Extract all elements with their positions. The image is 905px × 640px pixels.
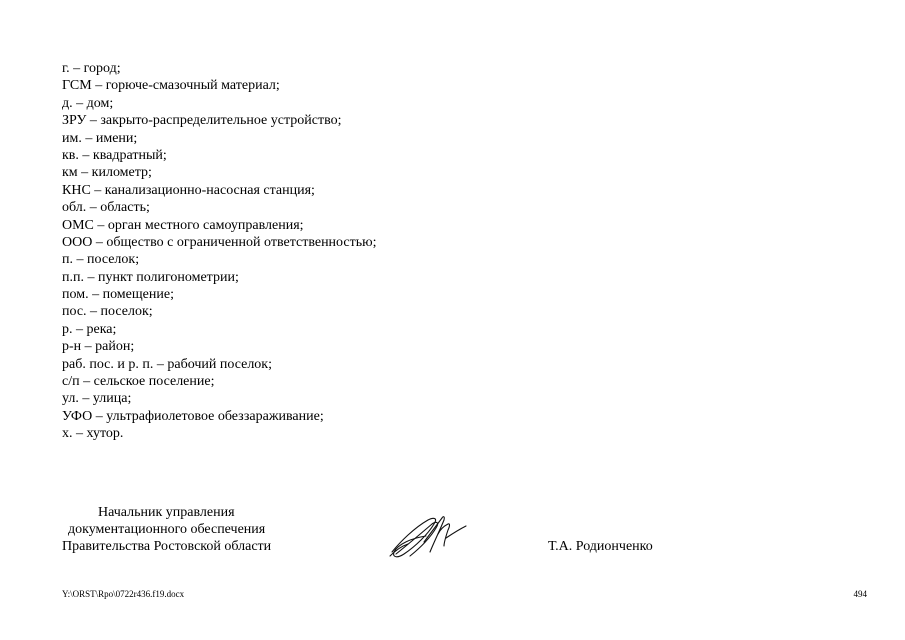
abbreviation-item: д. – дом; [62, 95, 114, 111]
signer-position-line-3: Правительства Ростовской области [62, 539, 272, 554]
abbreviation-item: пос. – поселок; [62, 304, 153, 320]
signer-position [62, 504, 292, 555]
abbreviation-item: ЗРУ – закрыто-распределительное устройство; [62, 113, 342, 129]
abbreviation-item: ОМС – орган местного самоуправления; [62, 217, 304, 233]
signer-position-line-2: документационного обеспечения [68, 522, 266, 537]
abbreviation-item: кв. – квадратный; [62, 147, 167, 163]
abbreviation-item: ГСМ – горюче-смазочный материал; [62, 78, 280, 94]
abbreviation-item: обл. – область; [62, 200, 150, 216]
abbreviation-item: р. – река; [62, 321, 117, 337]
abbreviation-item: им. – имени; [62, 130, 138, 146]
abbreviation-item: КНС – канализационно-насосная станция; [62, 182, 315, 198]
abbreviation-item: пом. – помещение; [62, 287, 174, 303]
abbreviation-item: км – километр; [62, 165, 152, 181]
abbreviation-item: раб. пос. и р. п. – рабочий поселок; [62, 356, 272, 372]
footer-file-path: Y:\ORST\Rpo\0722r436.f19.docx [62, 589, 185, 599]
signer-name: Т.А. Родионченко [548, 539, 653, 554]
abbreviation-item: г. – город; [62, 61, 121, 76]
abbreviation-item: ООО – общество с ограниченной ответственностью; [62, 234, 377, 250]
abbreviation-item: х. – хутор. [62, 426, 124, 442]
abbreviation-item: ул. – улица; [62, 391, 132, 407]
abbreviation-item: с/п – сельское поселение; [62, 374, 215, 390]
abbreviation-item: р-н – район; [62, 339, 135, 355]
signer-position-line-1: Начальник управления [98, 505, 235, 520]
abbreviation-item: УФО – ультрафиолетовое обеззараживание; [62, 408, 324, 424]
page-number: 494 [853, 589, 867, 599]
handwritten-signature [388, 512, 468, 562]
abbreviation-item: п.п. – пункт полигонометрии; [62, 269, 239, 285]
abbreviation-item: п. – поселок; [62, 252, 140, 268]
abbreviations-list [62, 60, 376, 443]
